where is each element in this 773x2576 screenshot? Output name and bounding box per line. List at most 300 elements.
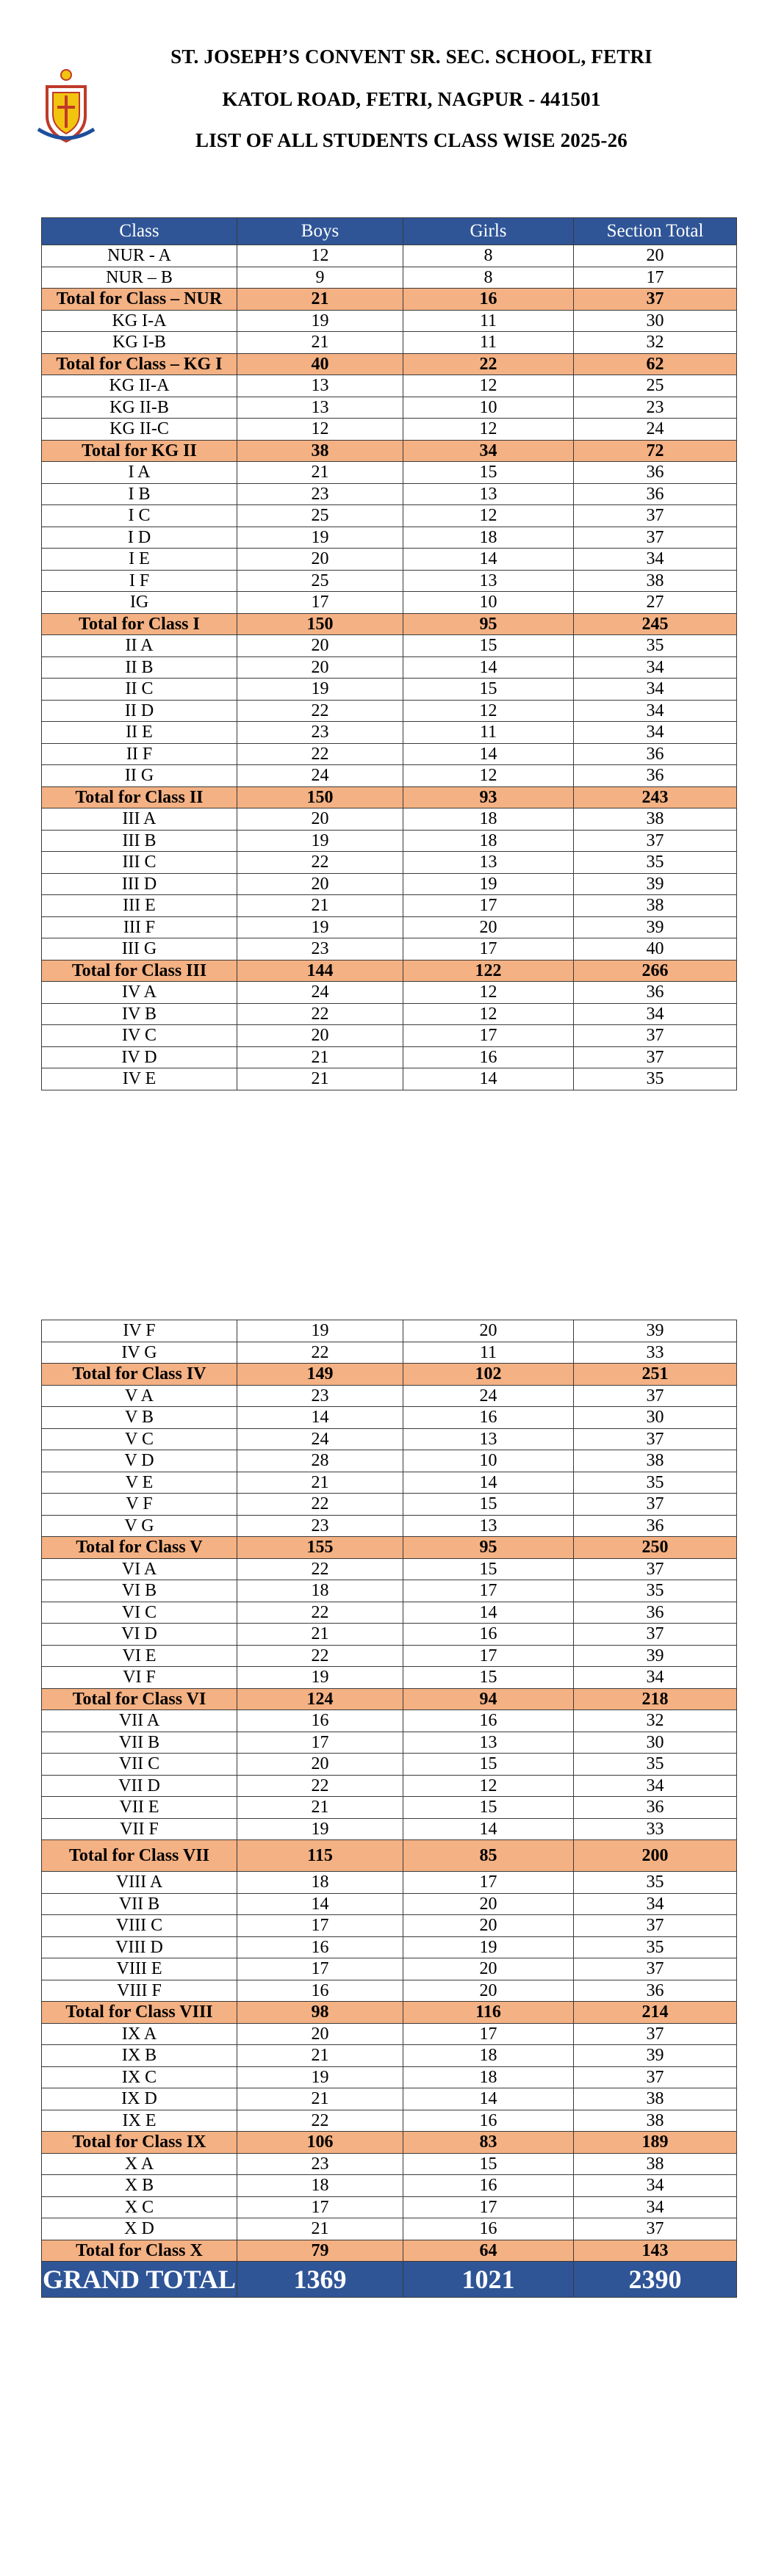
cell-class: NUR – B [42, 267, 237, 289]
cell-section-total: 35 [574, 1754, 737, 1776]
cell-girls: 12 [403, 700, 574, 722]
cell-boys: 19 [237, 679, 403, 701]
cell-class: IV B [42, 1003, 237, 1025]
cell-girls: 64 [403, 2240, 574, 2262]
cell-girls: 16 [403, 2175, 574, 2197]
cell-section-total: 39 [574, 1320, 737, 1342]
table-row [42, 1428, 737, 1450]
table-row [42, 1342, 737, 1364]
cell-boys: 20 [237, 2023, 403, 2045]
cell-girls: 1021 [403, 2262, 574, 2298]
table-row [42, 1818, 737, 1840]
table-row [42, 808, 737, 831]
cell-boys: 150 [237, 613, 403, 635]
cell-section-total: 250 [574, 1537, 737, 1559]
cell-boys: 17 [237, 1915, 403, 1937]
table-row [42, 1775, 737, 1797]
table-row [42, 2045, 737, 2067]
cell-section-total: 37 [574, 1025, 737, 1047]
cell-boys: 20 [237, 1754, 403, 1776]
table-row [42, 570, 737, 592]
cell-boys: 18 [237, 1580, 403, 1602]
cell-section-total: 34 [574, 1003, 737, 1025]
cell-girls: 20 [403, 1320, 574, 1342]
cell-section-total: 39 [574, 2045, 737, 2067]
cell-boys: 40 [237, 353, 403, 375]
table-row [42, 873, 737, 895]
cell-boys: 22 [237, 1602, 403, 1624]
cell-section-total: 36 [574, 462, 737, 484]
cell-section-total: 34 [574, 549, 737, 571]
cell-class: V C [42, 1428, 237, 1450]
cell-class: Total for KG II [42, 440, 237, 462]
cell-girls: 17 [403, 895, 574, 917]
students-table-page-1 [41, 217, 737, 1090]
cell-section-total: 35 [574, 1872, 737, 1894]
cell-section-total: 36 [574, 743, 737, 765]
table-row [42, 852, 737, 874]
cell-girls: 17 [403, 2196, 574, 2218]
cell-girls: 18 [403, 2045, 574, 2067]
cell-section-total: 37 [574, 1494, 737, 1516]
table-row [42, 722, 737, 744]
cell-section-total: 36 [574, 1602, 737, 1624]
cell-girls: 16 [403, 289, 574, 311]
cell-boys: 23 [237, 1515, 403, 1537]
cell-girls: 20 [403, 1958, 574, 1980]
cell-girls: 14 [403, 549, 574, 571]
cell-class: IX C [42, 2066, 237, 2088]
table-row [42, 483, 737, 505]
table-row [42, 982, 737, 1004]
table-row [42, 2175, 737, 2197]
cell-class: Total for Class IX [42, 2132, 237, 2154]
cell-class: X B [42, 2175, 237, 2197]
table-row [42, 1494, 737, 1516]
cell-class: KG I-A [42, 310, 237, 332]
cell-boys: 21 [237, 1624, 403, 1646]
cell-section-total: 20 [574, 245, 737, 267]
cell-boys: 17 [237, 1958, 403, 1980]
cell-section-total: 34 [574, 722, 737, 744]
cell-section-total: 39 [574, 873, 737, 895]
cell-class: IX A [42, 2023, 237, 2045]
cell-girls: 11 [403, 332, 574, 354]
cell-class: VII E [42, 1797, 237, 1819]
table-row [42, 1580, 737, 1602]
cell-class: VII A [42, 1710, 237, 1732]
cell-girls: 14 [403, 2088, 574, 2110]
cell-boys: 25 [237, 505, 403, 527]
cell-boys: 16 [237, 1710, 403, 1732]
table-row [42, 1025, 737, 1047]
cell-boys: 1369 [237, 2262, 403, 2298]
cell-boys: 21 [237, 895, 403, 917]
cell-section-total: 33 [574, 1818, 737, 1840]
cell-girls: 122 [403, 960, 574, 982]
table-row [42, 310, 737, 332]
cell-boys: 20 [237, 549, 403, 571]
cell-boys: 24 [237, 1428, 403, 1450]
cell-girls: 12 [403, 375, 574, 397]
cell-section-total: 35 [574, 1472, 737, 1494]
cell-boys: 21 [237, 1046, 403, 1068]
cell-girls: 19 [403, 1936, 574, 1958]
cell-boys: 19 [237, 830, 403, 852]
table-row [42, 1046, 737, 1068]
cell-section-total: 214 [574, 2002, 737, 2024]
document-header [0, 0, 773, 176]
table-row [42, 700, 737, 722]
cell-class: V F [42, 1494, 237, 1516]
cell-class: VI B [42, 1580, 237, 1602]
cell-section-total: 39 [574, 916, 737, 938]
cell-boys: 17 [237, 592, 403, 614]
cell-boys: 12 [237, 419, 403, 441]
cell-section-total: 33 [574, 1342, 737, 1364]
cell-boys: 149 [237, 1364, 403, 1386]
cell-girls: 14 [403, 656, 574, 679]
cell-class: X C [42, 2196, 237, 2218]
cell-section-total: 36 [574, 765, 737, 787]
cell-girls: 13 [403, 1732, 574, 1754]
cell-boys: 16 [237, 1936, 403, 1958]
cell-girls: 17 [403, 1645, 574, 1667]
cell-boys: 24 [237, 765, 403, 787]
cell-girls: 10 [403, 1450, 574, 1472]
cell-girls: 93 [403, 786, 574, 808]
class-total-row [42, 2132, 737, 2154]
cell-boys: 20 [237, 808, 403, 831]
table-row [42, 2088, 737, 2110]
table-row [42, 1515, 737, 1537]
cell-section-total: 37 [574, 527, 737, 549]
cell-class: VI C [42, 1602, 237, 1624]
cell-class: II C [42, 679, 237, 701]
cell-section-total: 143 [574, 2240, 737, 2262]
cell-class: V E [42, 1472, 237, 1494]
table-row [42, 743, 737, 765]
cell-section-total: 38 [574, 2088, 737, 2110]
cell-boys: 14 [237, 1407, 403, 1429]
cell-class: Total for Class II [42, 786, 237, 808]
table-row [42, 2110, 737, 2132]
table-header-row [42, 218, 737, 245]
cell-boys: 155 [237, 1537, 403, 1559]
cell-section-total: 38 [574, 1450, 737, 1472]
cell-boys: 19 [237, 310, 403, 332]
cell-boys: 23 [237, 938, 403, 960]
cell-section-total: 37 [574, 1558, 737, 1580]
cell-class: Total for Class IV [42, 1364, 237, 1386]
school-crest-icon [37, 65, 96, 147]
cell-section-total: 24 [574, 419, 737, 441]
table-row [42, 267, 737, 289]
table-row [42, 2066, 737, 2088]
cell-girls: 17 [403, 938, 574, 960]
cell-girls: 18 [403, 830, 574, 852]
cell-girls: 13 [403, 570, 574, 592]
table-row [42, 1915, 737, 1937]
cell-girls: 14 [403, 1472, 574, 1494]
table-row [42, 895, 737, 917]
table-row [42, 765, 737, 787]
table-row [42, 1624, 737, 1646]
cell-boys: 22 [237, 1775, 403, 1797]
cell-class: VI A [42, 1558, 237, 1580]
cell-class: VIII D [42, 1936, 237, 1958]
table-row [42, 1754, 737, 1776]
table-row [42, 635, 737, 657]
table-row [42, 679, 737, 701]
cell-section-total: 34 [574, 656, 737, 679]
cell-class: VIII A [42, 1872, 237, 1894]
cell-section-total: 34 [574, 1775, 737, 1797]
cell-section-total: 35 [574, 1068, 737, 1090]
cell-girls: 20 [403, 1980, 574, 2002]
cell-class: Total for Class VII [42, 1840, 237, 1872]
cell-class: III D [42, 873, 237, 895]
table-row [42, 592, 737, 614]
cell-class: II G [42, 765, 237, 787]
table-body [42, 245, 737, 1090]
cell-boys: 21 [237, 1472, 403, 1494]
cell-class: KG II-C [42, 419, 237, 441]
cell-section-total: 243 [574, 786, 737, 808]
cell-boys: 20 [237, 635, 403, 657]
cell-boys: 23 [237, 1385, 403, 1407]
cell-class: VIII F [42, 1980, 237, 2002]
cell-section-total: 2390 [574, 2262, 737, 2298]
cell-section-total: 36 [574, 982, 737, 1004]
cell-boys: 16 [237, 1980, 403, 2002]
column-header-section-total: Section Total [574, 218, 737, 245]
table-row [42, 527, 737, 549]
cell-girls: 15 [403, 635, 574, 657]
cell-section-total: 36 [574, 1980, 737, 2002]
table-row [42, 1645, 737, 1667]
cell-girls: 17 [403, 2023, 574, 2045]
cell-girls: 8 [403, 267, 574, 289]
cell-section-total: 37 [574, 830, 737, 852]
table-row [42, 1472, 737, 1494]
cell-section-total: 36 [574, 1515, 737, 1537]
cell-class: IV G [42, 1342, 237, 1364]
class-total-row [42, 353, 737, 375]
cell-boys: 13 [237, 375, 403, 397]
cell-class: II E [42, 722, 237, 744]
cell-boys: 22 [237, 1494, 403, 1516]
cell-boys: 23 [237, 722, 403, 744]
cell-girls: 16 [403, 1624, 574, 1646]
cell-section-total: 30 [574, 1732, 737, 1754]
cell-boys: 19 [237, 527, 403, 549]
table-row [42, 2196, 737, 2218]
cell-section-total: 251 [574, 1364, 737, 1386]
cell-class: VII B [42, 1732, 237, 1754]
table-row [42, 419, 737, 441]
cell-class: KG II-A [42, 375, 237, 397]
cell-class: III B [42, 830, 237, 852]
table-row [42, 2023, 737, 2045]
cell-section-total: 35 [574, 1936, 737, 1958]
table-row [42, 1667, 737, 1689]
cell-class: X A [42, 2153, 237, 2175]
cell-boys: 17 [237, 1732, 403, 1754]
class-total-row [42, 440, 737, 462]
column-header-class: Class [42, 218, 237, 245]
class-total-row [42, 1840, 737, 1872]
cell-boys: 28 [237, 1450, 403, 1472]
cell-girls: 24 [403, 1385, 574, 1407]
cell-girls: 12 [403, 505, 574, 527]
cell-section-total: 36 [574, 483, 737, 505]
cell-boys: 18 [237, 2175, 403, 2197]
cell-section-total: 27 [574, 592, 737, 614]
class-total-row [42, 289, 737, 311]
cell-girls: 12 [403, 765, 574, 787]
cell-class: VIII C [42, 1915, 237, 1937]
cell-girls: 11 [403, 722, 574, 744]
cell-girls: 11 [403, 310, 574, 332]
cell-girls: 15 [403, 2153, 574, 2175]
cell-girls: 16 [403, 1046, 574, 1068]
cell-section-total: 30 [574, 1407, 737, 1429]
cell-section-total: 37 [574, 2218, 737, 2240]
cell-girls: 10 [403, 592, 574, 614]
cell-boys: 22 [237, 700, 403, 722]
cell-class: VII B [42, 1893, 237, 1915]
cell-class: I D [42, 527, 237, 549]
cell-boys: 21 [237, 2218, 403, 2240]
cell-girls: 15 [403, 1754, 574, 1776]
cell-section-total: 37 [574, 1915, 737, 1937]
column-header-boys: Boys [237, 218, 403, 245]
cell-girls: 12 [403, 1775, 574, 1797]
cell-class: V A [42, 1385, 237, 1407]
cell-boys: 13 [237, 397, 403, 419]
cell-section-total: 32 [574, 1710, 737, 1732]
cell-class: X D [42, 2218, 237, 2240]
cell-boys: 20 [237, 1025, 403, 1047]
table-row [42, 916, 737, 938]
cell-class: II A [42, 635, 237, 657]
cell-girls: 15 [403, 679, 574, 701]
cell-class: II B [42, 656, 237, 679]
cell-class: IG [42, 592, 237, 614]
table-row [42, 1893, 737, 1915]
cell-section-total: 72 [574, 440, 737, 462]
table-row [42, 549, 737, 571]
cell-boys: 22 [237, 743, 403, 765]
cell-girls: 102 [403, 1364, 574, 1386]
cell-section-total: 35 [574, 1580, 737, 1602]
cell-class: III G [42, 938, 237, 960]
cell-boys: 106 [237, 2132, 403, 2154]
table-row [42, 245, 737, 267]
cell-class: Total for Class X [42, 2240, 237, 2262]
cell-class: V G [42, 1515, 237, 1537]
cell-boys: 18 [237, 1872, 403, 1894]
table-row [42, 1797, 737, 1819]
cell-class: IV F [42, 1320, 237, 1342]
cell-girls: 18 [403, 808, 574, 831]
cell-boys: 23 [237, 483, 403, 505]
cell-girls: 13 [403, 483, 574, 505]
cell-section-total: 34 [574, 1667, 737, 1689]
cell-boys: 17 [237, 2196, 403, 2218]
cell-girls: 17 [403, 1580, 574, 1602]
cell-boys: 21 [237, 2045, 403, 2067]
cell-girls: 95 [403, 613, 574, 635]
cell-class: II F [42, 743, 237, 765]
students-table-page-2 [41, 1320, 737, 2298]
cell-boys: 21 [237, 2088, 403, 2110]
cell-class: KG II-B [42, 397, 237, 419]
cell-girls: 14 [403, 1602, 574, 1624]
cell-section-total: 34 [574, 1893, 737, 1915]
school-address: KATOL ROAD, FETRI, NAGPUR - 441501 [222, 88, 601, 110]
cell-boys: 19 [237, 2066, 403, 2088]
cell-girls: 12 [403, 419, 574, 441]
cell-section-total: 34 [574, 2196, 737, 2218]
cell-class: V B [42, 1407, 237, 1429]
cell-class: I F [42, 570, 237, 592]
cell-class: I B [42, 483, 237, 505]
cell-section-total: 34 [574, 700, 737, 722]
table-row [42, 1872, 737, 1894]
cell-section-total: 38 [574, 2153, 737, 2175]
cell-class: NUR - A [42, 245, 237, 267]
cell-girls: 14 [403, 1068, 574, 1090]
cell-boys: 19 [237, 1320, 403, 1342]
cell-class: Total for Class V [42, 1537, 237, 1559]
cell-section-total: 40 [574, 938, 737, 960]
cell-girls: 12 [403, 982, 574, 1004]
table-row [42, 1980, 737, 2002]
cell-section-total: 34 [574, 2175, 737, 2197]
cell-boys: 9 [237, 267, 403, 289]
cell-girls: 20 [403, 916, 574, 938]
table-row [42, 397, 737, 419]
cell-section-total: 35 [574, 635, 737, 657]
cell-class: VII F [42, 1818, 237, 1840]
cell-girls: 22 [403, 353, 574, 375]
cell-section-total: 37 [574, 505, 737, 527]
cell-class: I C [42, 505, 237, 527]
cell-section-total: 37 [574, 1958, 737, 1980]
cell-section-total: 37 [574, 1624, 737, 1646]
cell-section-total: 37 [574, 2066, 737, 2088]
cell-boys: 22 [237, 1645, 403, 1667]
cell-section-total: 35 [574, 852, 737, 874]
table-row [42, 462, 737, 484]
cell-boys: 115 [237, 1840, 403, 1872]
cell-girls: 95 [403, 1537, 574, 1559]
table-row [42, 1958, 737, 1980]
class-total-row [42, 613, 737, 635]
table-row [42, 1385, 737, 1407]
cell-girls: 16 [403, 1710, 574, 1732]
table-row [42, 1320, 737, 1342]
cell-girls: 20 [403, 1915, 574, 1937]
cell-class: Total for Class VI [42, 1688, 237, 1710]
cell-girls: 13 [403, 1428, 574, 1450]
cell-class: VI E [42, 1645, 237, 1667]
cell-section-total: 38 [574, 808, 737, 831]
cell-boys: 22 [237, 1558, 403, 1580]
cell-class: VI F [42, 1667, 237, 1689]
